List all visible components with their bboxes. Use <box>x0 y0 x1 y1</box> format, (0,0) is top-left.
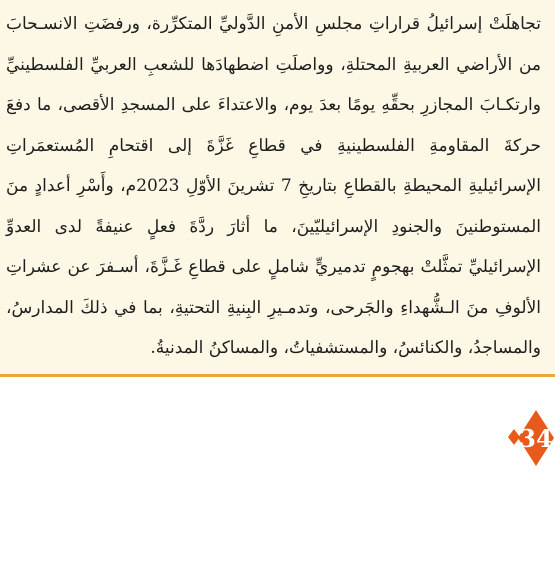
page-badge-graphic <box>478 406 554 470</box>
body-paragraph: تجاهلَتْ إسرائيلُ قراراتِ مجلسِ الأمنِ الدَّوليِّ المتكرِّرة، ورفضَتِ الانسـحابَ من الأراضي العربيةِ المحتلةِ، وواصلَتِ اضطهادَها للشعبِ العربيِّ الفلسطينيِّ وارتكـابَ المجازرِ بحقِّهِ يومًا بعدَ يوم، والاعتداءَ على المسجدِ الأقصى، ما دفعَ حركةَ المقاومةِ الفلسطينيةِ في قطاعِ غَزَّةَ إلى اقتحامِ المُستعمَراتِ الإسرائيليةِ المحيطةِ بالقطاعِ بتاريخِ 7 تشرينَ الأوّلِ 2023م، وأَسْرِ أعدادٍ منَ المستوطنينَ والجنودِ الإسرائيليّينَ، ما أثارَ ردَّةَ فعلٍ عنيفةً لدى العدوِّ الإسرائيليِّ تمثَّلتْ بهجومٍ تدميريٍّ شاملٍ على قطاعِ غَـزَّةَ، أسـفرَ عن عشراتِ الألوفِ منَ الـشُّهداءِ والجَرحى، وتدمـيرِ البِنيةِ التحتيةِ، بما في ذلكَ المدارسُ، والمساجدُ، والكنائسُ، والمستشفياتُ، والمساكنُ المدنيةُ. <box>6 14 541 358</box>
page-badge-small-diamond <box>508 429 520 445</box>
page-number-text: 34 <box>519 424 553 453</box>
page-number-badge <box>478 406 554 470</box>
